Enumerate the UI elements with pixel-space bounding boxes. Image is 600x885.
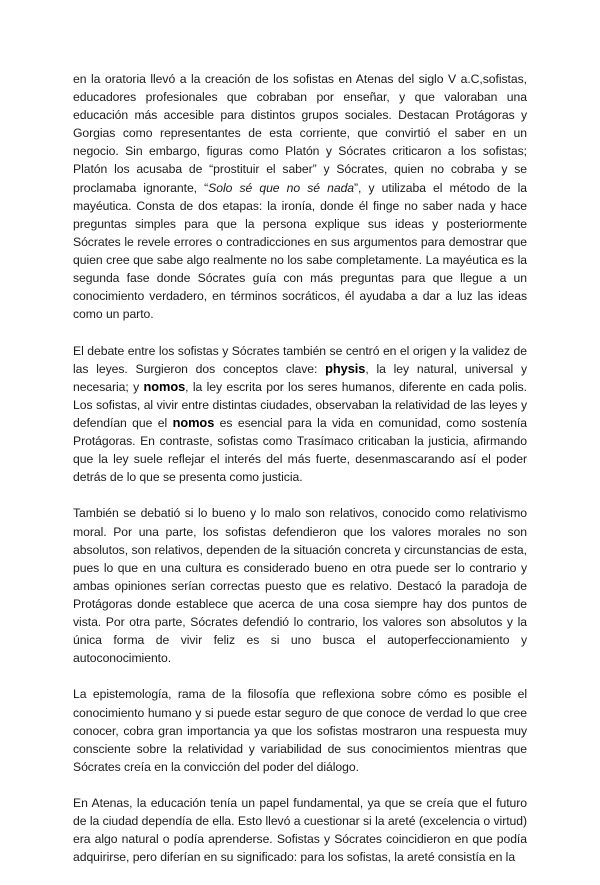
text-run: También se debatió si lo bueno y lo malo son relativos, conocido como relativismo moral. Por una parte, los sofistas defendieron que los valores morales no son absolutos, son relativos, dependen de la situación concreta y circunstancias de esta, pues lo que en una cultura es considerado bueno en otra puede ser lo contrario y ambas opiniones serían correctas puesto que es relativo. Destacó la paradoja de Protágoras donde establece que acerca de una cosa siempre hay dos puntos de vista. Por otra parte, Sócrates defendió lo contrario, los valores son absolutos y la única forma de vivir feliz es si uno busca el autoperfeccionamiento y autoconocimiento. (73, 506, 527, 666)
text-run: ”, y utilizaba el método de la mayéutica. Consta de dos etapas: la ironía, donde él finge no saber nada y hace preguntas simples para que la persona explique sus ideas y posteriormente Sócrates le revele errores o contradicciones en sus argumentos para demostrar que quien cree que sabe algo realmente no los sabe completamente. La mayéutica es la segunda fase donde Sócrates guía con más preguntas para que llegue a un conocimiento verdadero, en términos socráticos, él ayudaba a dar a luz las ideas como un parto. (73, 180, 527, 322)
bold-term-physis: physis (325, 360, 366, 376)
paragraph-sophists-socrates (73, 70, 527, 323)
paragraph-moral-relativism (73, 504, 527, 667)
text-run: El debate entre los sofistas y Sócrates también se centró en el origen y la validez de las leyes. Surgieron dos conceptos clave: (73, 343, 527, 376)
paragraph-epistemology (73, 685, 527, 775)
paragraph-education-arete (73, 794, 527, 866)
text-run: En Atenas, la educación tenía un papel fundamental, ya que se creía que el futuro de la ciudad dependía de ella. Esto llevó a cuestionar si la areté (excelencia o virtud) era algo natural o podía aprenderse. Sofistas y Sócrates coincidieron en que podía adquirirse, pero diferían en su significado: para los sofistas, la areté consistía en la (73, 796, 527, 865)
bold-term-nomos: nomos (143, 378, 186, 394)
text-run: La epistemología, rama de la filosofía que reflexiona sobre cómo es posible el conocimiento humano y si puede estar seguro de que conoce de verdad lo que cree conocer, cobra gran importancia ya que los sofistas mostraron una respuesta muy consciente sobre la relatividad y variabilidad de sus conocimientos mientras que Sócrates creía en la convicción del poder del diálogo. (73, 687, 527, 774)
bold-term-nomos: nomos (172, 414, 215, 430)
document-page (73, 70, 527, 885)
paragraph-physis-nomos (73, 342, 527, 487)
text-run: es esencial para la vida en comunidad, como sostenía Protágoras. En contraste, sofistas como Trasímaco criticaban la justicia, afirmando que la ley suele reflejar el interés del más fuerte, desenmascarando así el poder detrás de lo que se presenta como justicia. (73, 415, 527, 485)
text-run: en la oratoria llevó a la creación de los sofistas en Atenas del siglo V a.C,sofistas, educadores profesionales que cobraban por enseñar, y que valoraban una educación más accesible para distintos grupos sociales. Destacan Protágoras y Gorgias como representantes de esta corriente, que convirtió el saber en un negocio. Sin embargo, figuras como Platón y Sócrates criticaron a los sofistas; Platón los acusaba de “prostituir el saber” y Sócrates, quien no cobraba y se proclamaba ignorante, “ (73, 72, 527, 195)
text-run: , la ley natural, universal y necesaria; y (73, 361, 527, 394)
italic-quote: Solo sé que no sé nada (208, 180, 355, 195)
text-run: , la ley escrita por los seres humanos, diferente en cada polis. Los sofistas, al vivir entre distintas ciudades, observaban la relatividad de las leyes y defendían que el (73, 379, 528, 430)
